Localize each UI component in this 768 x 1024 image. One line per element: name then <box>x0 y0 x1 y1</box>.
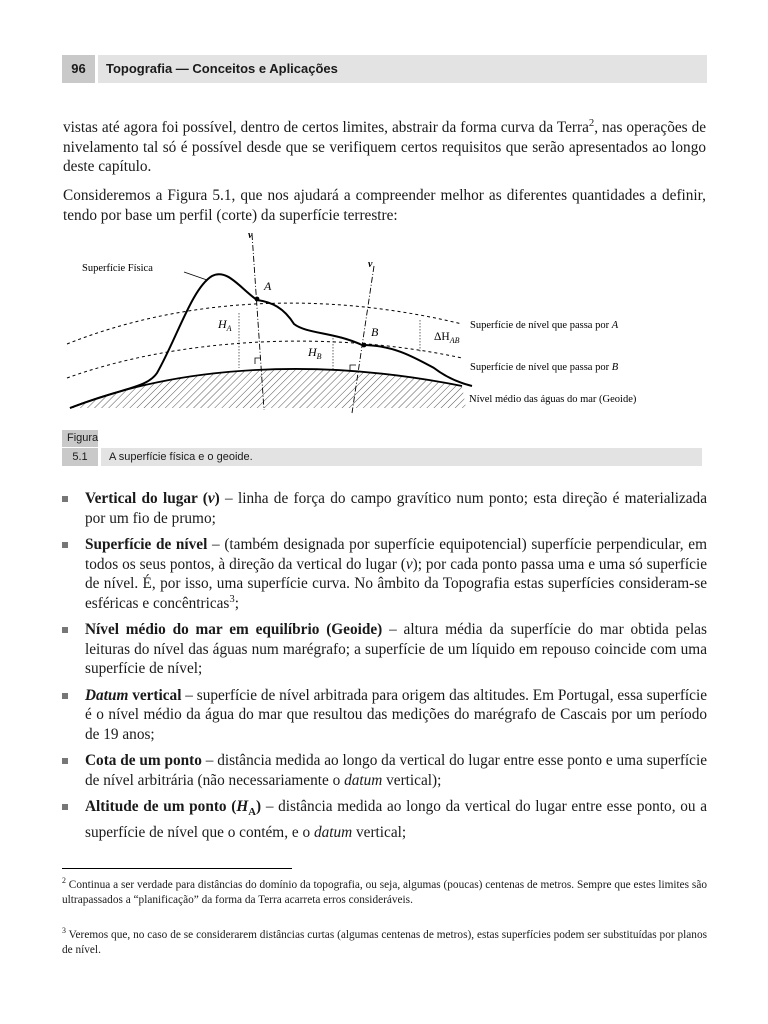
running-header <box>62 55 707 83</box>
list-item <box>62 620 707 679</box>
term: Cota de um ponto <box>85 752 202 769</box>
label-HB: $H_B$ <box>308 345 322 361</box>
page-number: 96 <box>62 55 95 83</box>
label-vertical-2: v <box>368 259 373 270</box>
paragraph-text-rest: , nas operações de nivelamento tal só é possível desde que se verifiquem certos requisitos que serão apresentados ao longo deste capítulo. <box>63 119 707 175</box>
definition: – (também designada por superfície equipotencial) superfície perpendicular, em todos os seus pontos, à direção da vertical do lugar (v); por cada ponto passa uma e uma só superfície de nível. É, por isso, uma superfície curva. No âmbito da Topografia estas superfícies consideram-se esféricas e concêntricas$^3$; <box>85 536 707 612</box>
label-level-B: Superfície de nível que passa por B <box>470 362 619 373</box>
caption-word: Figura <box>62 430 98 447</box>
definition: – distância medida ao longo da vertical do lugar entre esse ponto, ou a superfície de nível que o contém, e o datum vertical; <box>85 798 708 841</box>
level-surface-A <box>67 303 462 344</box>
bullet-icon <box>62 758 68 764</box>
figure-caption <box>62 430 702 466</box>
label-dHAB: $\Delta H_{AB}$ <box>434 331 460 345</box>
paragraph-intro-2: Consideremos a Figura 5.1, que nos ajudará a compreender melhor as diferentes quantidades a definir, tendo por base um perfil (corte) da superfície terrestre: <box>63 187 706 224</box>
bullet-icon <box>62 496 68 502</box>
label-geoid: Nível médio das águas do mar (Geoide) <box>469 394 637 405</box>
point-B-marker <box>362 343 367 348</box>
label-HA: $H_A$ <box>218 317 232 333</box>
label-point-B: B <box>371 325 379 339</box>
bullet-icon <box>62 627 68 633</box>
caption-text: A superfície física e o geoide. <box>101 448 702 466</box>
physical-surface-leader <box>184 272 207 280</box>
bullet-icon <box>62 693 68 699</box>
term: Datum vertical <box>85 686 182 704</box>
figure-5-1 <box>62 228 702 428</box>
bullet-icon <box>62 804 68 810</box>
paragraph-text: vistas até agora foi possível, dentro de certos limites, abstrair da forma curva da Terra <box>63 119 589 136</box>
label-point-A: A <box>264 279 272 293</box>
list-item <box>62 489 707 528</box>
label-level-A: Superfície de nível que passa por A <box>470 320 619 331</box>
definitions-list <box>62 489 707 849</box>
term: Superfície de nível <box>85 536 208 553</box>
paragraph-intro-1 <box>63 118 706 177</box>
footnote-3: $^3$ Veremos que, no caso de se considerarem distâncias curtas (algumas centenas de metros), estas superfícies podem ser substituídas por planos de nível. <box>62 926 707 956</box>
footnote-2: $^2$ Continua a ser verdade para distâncias do domínio da topografia, ou seja, algumas (poucas) centenas de metros. Sempre que estes limites são ultrapassados a “planificação” da forma da Terra acarreta erros consideráveis. <box>62 876 707 906</box>
book-title: Topografia — Conceitos e Aplicações <box>98 55 707 83</box>
list-item <box>62 535 707 613</box>
list-item <box>62 751 707 790</box>
label-physical-surface: Superfície Física <box>82 263 153 274</box>
footnote-separator <box>62 868 292 869</box>
term: Altitude de um ponto $(H_A)$ <box>85 798 262 819</box>
point-A-marker <box>255 297 260 302</box>
definition: – superfície de nível arbitrada para origem das altitudes. Em Portugal, essa superfície é o nível médio da água do mar que resultou das medições do marégrafo de Cascais por um período de 19 anos; <box>85 686 707 743</box>
caption-number: 5.1 <box>62 448 98 466</box>
term: Vertical do lugar (v) <box>85 490 220 507</box>
footnote-ref-3[interactable]: 3 <box>229 592 235 605</box>
definition: – distância medida ao longo da vertical do lugar entre esse ponto e uma superfície de nível arbitrária (não necessariamente o datum vertical); <box>85 752 707 789</box>
definition: – linha de força do campo gravítico num ponto; esta direção é materializada por um fio de prumo; <box>85 490 707 527</box>
figure-diagram <box>62 228 702 428</box>
list-item <box>62 686 707 745</box>
bullet-icon <box>62 542 68 548</box>
definition: – altura média da superfície do mar obtida pelas leituras do nível das águas num marégrafo; a superfície de um líquido em repouso coincide com uma superfície de nível; <box>85 621 707 677</box>
label-vertical-1: v <box>248 230 253 241</box>
list-item <box>62 797 707 842</box>
footnote-ref-2[interactable]: 2 <box>588 116 595 129</box>
term: Nível médio do mar em equilíbrio (Geoide) <box>85 621 383 638</box>
